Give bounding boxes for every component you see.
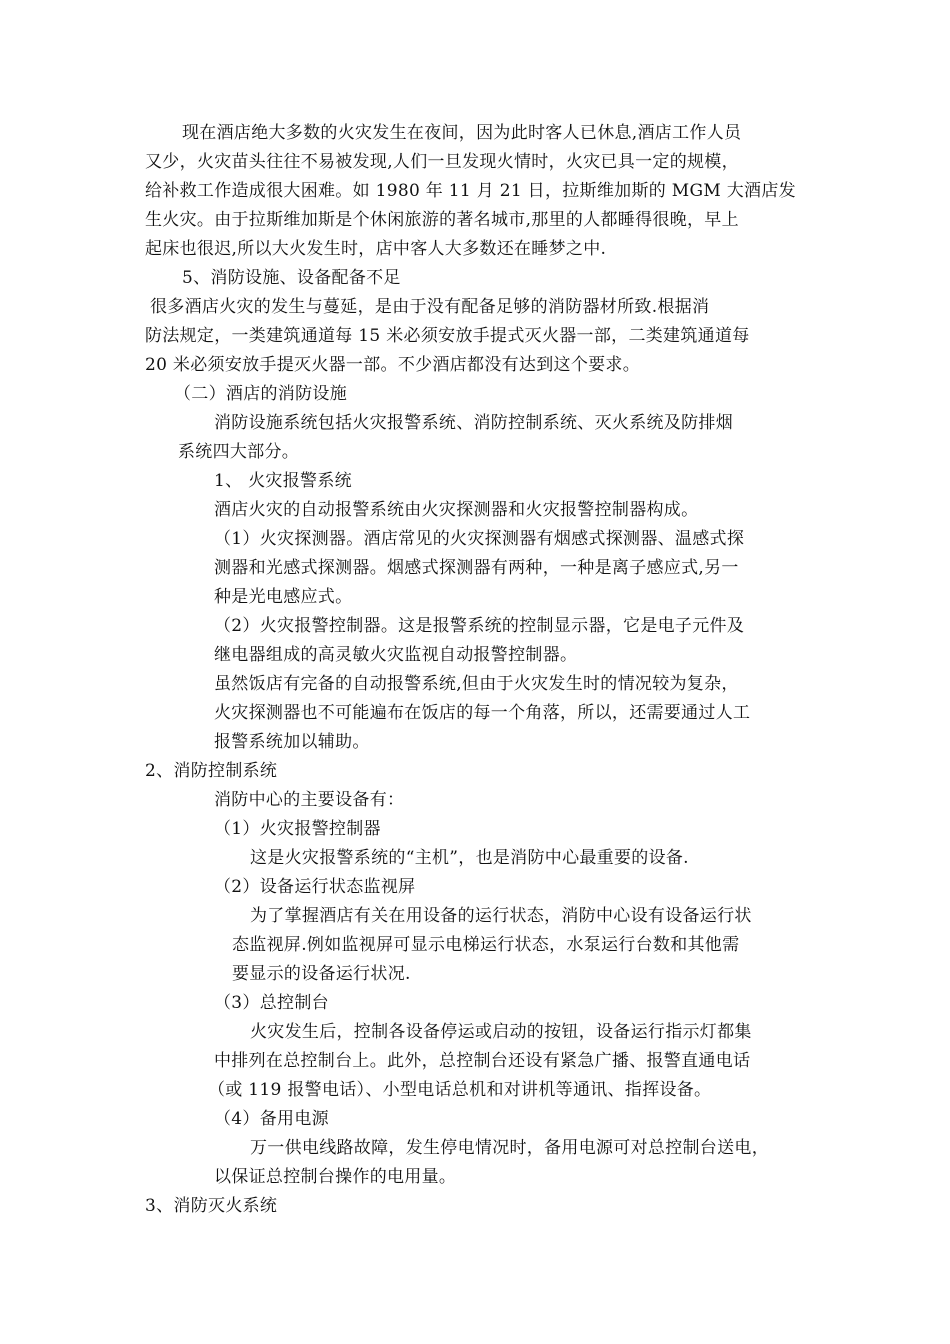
- text-line: 继电器组成的高灵敏火灾监视自动报警控制器。: [214, 645, 578, 665]
- text-line: 要显示的设备运行状况.: [232, 964, 411, 984]
- subsection-heading: （1）火灾报警控制器: [214, 819, 381, 839]
- text-line: （2）火灾报警控制器。这是报警系统的控制显示器，它是电子元件及: [214, 616, 745, 636]
- text-line: 火灾发生后，控制各设备停运或启动的按钮，设备运行指示灯都集: [250, 1022, 752, 1042]
- text-line: 测器和光感式探测器。烟感式探测器有两种，一种是离子感应式,另一: [214, 558, 739, 578]
- subsection-heading: （3）总控制台: [214, 993, 329, 1013]
- text-line: 虽然饭店有完备的自动报警系统,但由于火灾发生时的情况较为复杂，: [214, 674, 739, 694]
- section-heading: 2、消防控制系统: [145, 761, 278, 781]
- text-line: 给补救工作造成很大困难。如 1980 年 11 月 21 日，拉斯维加斯的 MGM 大酒店发: [145, 181, 796, 201]
- text-line: 系统四大部分。: [178, 442, 300, 462]
- text-line: 火灾探测器也不可能遍布在饭店的每一个角落，所以，还需要通过人工: [214, 703, 751, 723]
- text-line: 消防中心的主要设备有：: [214, 790, 405, 810]
- text-line: 生火灾。由于拉斯维加斯是个休闲旅游的著名城市,那里的人都睡得很晚，早上: [145, 210, 739, 230]
- text-line: 报警系统加以辅助。: [214, 732, 370, 752]
- section-heading: （二）酒店的消防设施: [174, 384, 347, 404]
- text-line: 防法规定，一类建筑通道每 15 米必须安放手提式灭火器一部，二类建筑通道每: [145, 326, 750, 346]
- text-line: 中排列在总控制台上。此外，总控制台还设有紧急广播、报警直通电话: [214, 1051, 751, 1071]
- text-line: （或 119 报警电话）、小型电话总机和对讲机等通讯、指挥设备。: [208, 1080, 712, 1100]
- section-heading: 5、消防设施、设备配备不足: [182, 268, 401, 288]
- text-line: 又少，火灾苗头往往不易被发现,人们一旦发现火情时，火灾已具一定的规模，: [145, 152, 739, 172]
- text-line: 酒店火灾的自动报警系统由火灾探测器和火灾报警控制器构成。: [214, 500, 699, 520]
- text-line: 现在酒店绝大多数的火灾发生在夜间，因为此时客人已休息,酒店工作人员: [182, 123, 742, 143]
- section-heading: 3、消防灭火系统: [145, 1196, 278, 1216]
- section-heading: 1、 火灾报警系统: [214, 471, 352, 491]
- text-line: 态监视屏.例如监视屏可显示电梯运行状态，水泵运行台数和其他需: [232, 935, 740, 955]
- text-line: 起床也很迟,所以大火发生时，店中客人大多数还在睡梦之中.: [145, 239, 607, 259]
- text-line: 20 米必须安放手提灭火器一部。不少酒店都没有达到这个要求。: [145, 355, 641, 375]
- text-line: （1）火灾探测器。酒店常见的火灾探测器有烟感式探测器、温感式探: [214, 529, 745, 549]
- text-line: 这是火灾报警系统的“主机”，也是消防中心最重要的设备.: [250, 848, 689, 868]
- text-line: 种是光电感应式。: [214, 587, 353, 607]
- text-line: 以保证总控制台操作的电用量。: [214, 1167, 457, 1187]
- text-line: 消防设施系统包括火灾报警系统、消防控制系统、灭火系统及防排烟: [214, 413, 733, 433]
- subsection-heading: （2）设备运行状态监视屏: [214, 877, 416, 897]
- text-line: 为了掌握酒店有关在用设备的运行状态，消防中心设有设备运行状: [250, 906, 752, 926]
- subsection-heading: （4）备用电源: [214, 1109, 329, 1129]
- text-line: 万一供电线路故障，发生停电情况时，备用电源可对总控制台送电，: [250, 1138, 769, 1158]
- text-line: 很多酒店火灾的发生与蔓延，是由于没有配备足够的消防器材所致.根据消: [150, 297, 710, 317]
